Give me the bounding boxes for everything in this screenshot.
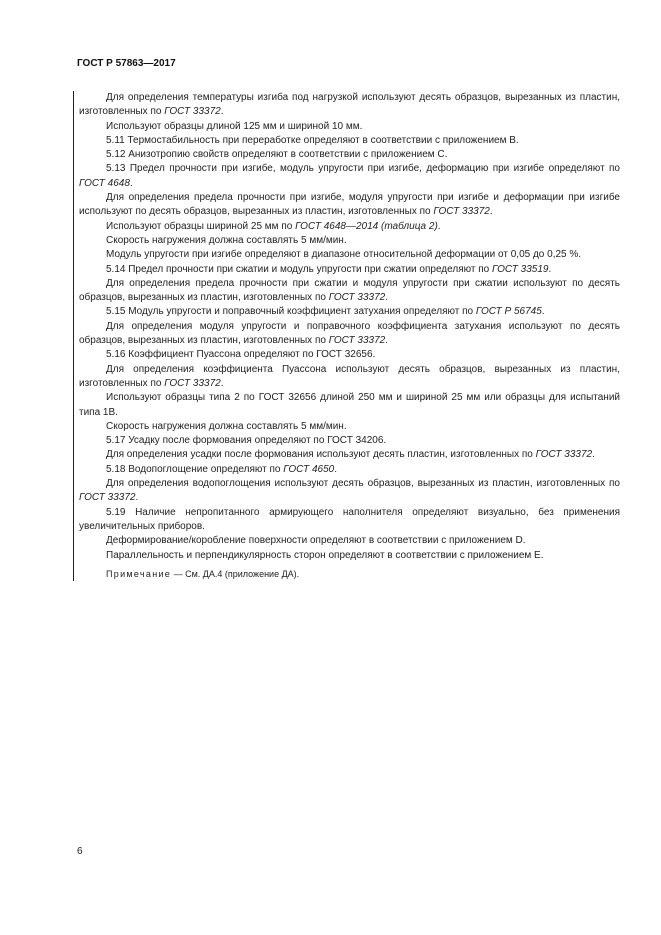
note-text: — См. ДА.4 (приложение ДА). bbox=[171, 568, 300, 579]
paragraph: Для определения предела прочности при сжатии и модуля упругости при сжатии используют по десять образцов, вырезанных из пластин, изготовленных по ГОСТ 33372. bbox=[79, 277, 620, 304]
paragraph: Для определения усадки после формования используют десять пластин, изготовленных по ГОСТ 33372. bbox=[106, 449, 595, 461]
clause-5-19: 5.19 Наличие непропитанного армирующего наполнителя определяют визуально, без применения увеличительных приборов. bbox=[79, 506, 620, 532]
note bbox=[79, 567, 620, 581]
document-body bbox=[73, 91, 620, 581]
paragraph: Используют образцы длиной 125 мм и шириной 10 мм. bbox=[106, 120, 363, 132]
standard-reference: ГОСТ 33372 bbox=[433, 206, 490, 218]
paragraph: Используют образцы типа 2 по ГОСТ 32656 длиной 250 мм и шириной 25 мм или образцы для испытаний типа 1В. bbox=[79, 392, 620, 418]
paragraph: Для определения модуля упругости и поправочного коэффициента затухания используют по десять образцов, вырезанных из пластин, изготовленных по ГОСТ 33372. bbox=[79, 320, 620, 347]
page-number: 6 bbox=[77, 846, 83, 857]
clause-5-14: 5.14 Предел прочности при сжатии и модуль упругости при сжатии определяют по ГОСТ 33519. bbox=[106, 263, 552, 275]
paragraph: Для определения коэффициента Пуассона используют десять образцов, вырезанных из пластин, изготовленных по ГОСТ 33372. bbox=[79, 363, 620, 389]
paragraph: Параллельность и перпендикулярность сторон определяют в соответствии с приложением Е. bbox=[106, 549, 544, 561]
clause-5-11: 5.11 Термостабильность при переработке определяют в соответствии с приложением В. bbox=[106, 134, 519, 146]
clause-5-17: 5.17 Усадку после формования определяют по ГОСТ 34206. bbox=[106, 435, 387, 447]
standard-reference: ГОСТ 33372 bbox=[79, 492, 136, 504]
note-label: Примечание bbox=[106, 568, 172, 579]
document-header: ГОСТ Р 57863—2017 bbox=[77, 58, 176, 69]
paragraph: Используют образцы шириной 25 мм по ГОСТ 4648—2014 (таблица 2). bbox=[106, 220, 441, 232]
paragraph: Деформирование/коробление поверхности определяют в соответствии с приложением D. bbox=[106, 535, 526, 547]
paragraph: Для определения водопоглощения используют десять образцов, вырезанных из пластин, изготовленных по ГОСТ 33372. bbox=[79, 478, 620, 504]
standard-reference: ГОСТ 33372 bbox=[535, 449, 593, 461]
clause-5-16: 5.16 Коэффициент Пуассона определяют по ГОСТ 32656. bbox=[106, 349, 376, 361]
standard-reference: ГОСТ 4650 bbox=[283, 463, 335, 475]
paragraph: Для определения температуры изгиба под нагрузкой используют десять образцов, вырезанных из пластин, изготовленных по ГОСТ 33372. bbox=[79, 92, 620, 118]
standard-reference: ГОСТ 33372 bbox=[164, 106, 221, 118]
clause-5-13: 5.13 Предел прочности при изгибе, модуль упругости при изгибе, деформацию при изгибе определяют по ГОСТ 4648. bbox=[79, 163, 620, 189]
paragraph: Скорость нагружения должна составлять 5 мм/мин. bbox=[106, 234, 347, 246]
standard-reference: ГОСТ Р 56745 bbox=[475, 306, 542, 318]
clause-5-12: 5.12 Анизотропию свойств определяют в соответствии с приложением С. bbox=[106, 149, 448, 161]
standard-reference: ГОСТ 33372 bbox=[328, 335, 386, 347]
paragraph: Модуль упругости при изгибе определяют в диапазоне относительной деформации от 0,05 до 0,25 %. bbox=[106, 249, 582, 261]
standard-reference: ГОСТ 4648 bbox=[79, 177, 130, 189]
clause-5-18: 5.18 Водопоглощение определяют по ГОСТ 4650. bbox=[106, 463, 337, 475]
standard-reference: ГОСТ 33372 bbox=[328, 292, 386, 304]
paragraph: Скорость нагружения должна составлять 5 мм/мин. bbox=[106, 420, 347, 432]
standard-reference: ГОСТ 33372 bbox=[164, 377, 221, 389]
clause-5-15: 5.15 Модуль упругости и поправочный коэффициент затухания определяют по ГОСТ Р 56745. bbox=[106, 306, 545, 318]
paragraph: Для определения предела прочности при изгибе, модуля упругости при изгибе и деформации при изгибе используют по десять образцов, вырезанных из пластин, изготовленных по ГОСТ 33372. bbox=[79, 192, 620, 218]
standard-reference: ГОСТ 4648—2014 (таблица 2) bbox=[295, 220, 438, 232]
standard-reference: ГОСТ 33519 bbox=[492, 263, 549, 275]
